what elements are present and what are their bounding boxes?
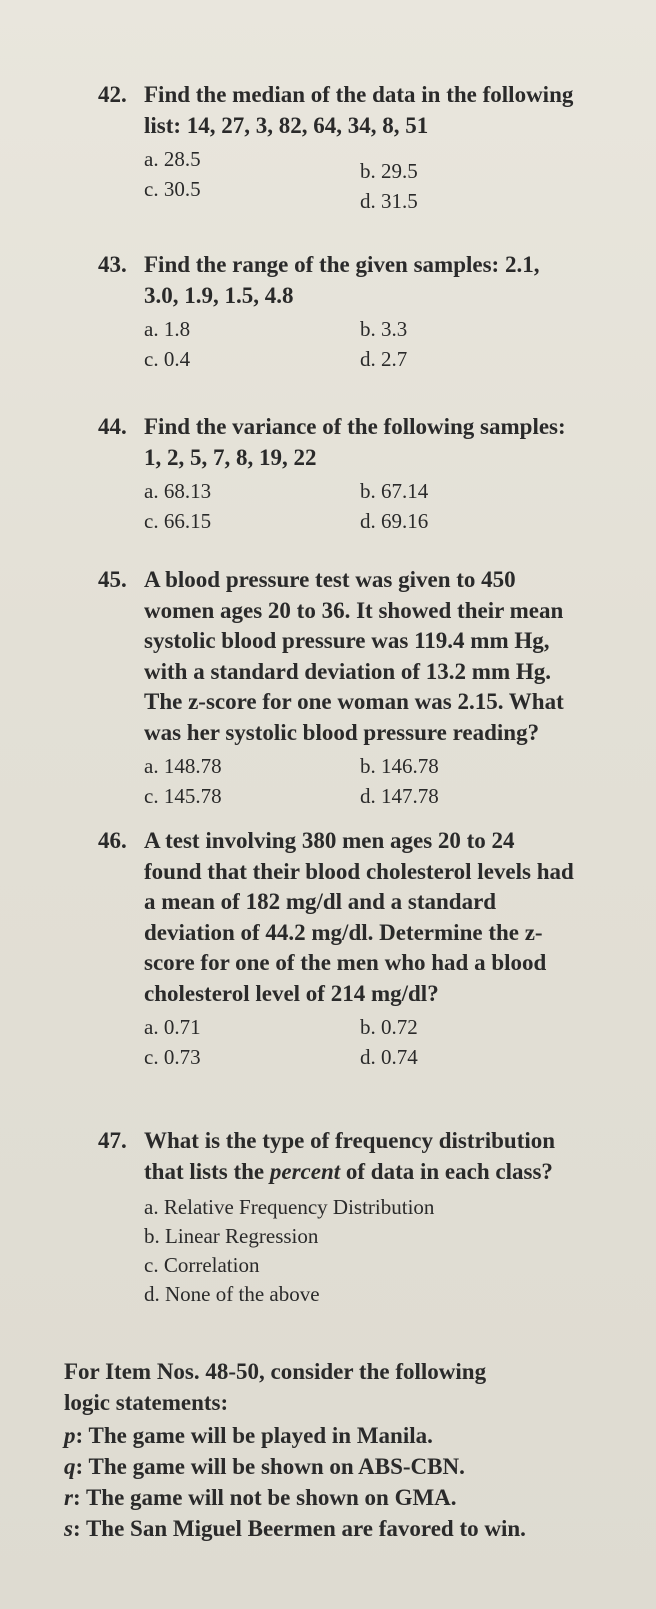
option-d[interactable]: d. 147.78 <box>360 784 439 808</box>
question-stem <box>98 412 638 443</box>
statement-text: : The game will be played in Manila. <box>75 1423 433 1448</box>
options-grid <box>98 315 638 375</box>
logic-statement-q <box>64 1451 654 1482</box>
question-number: 47. <box>98 1128 127 1153</box>
question-44 <box>98 412 638 537</box>
option-a[interactable]: a. 0.71 <box>144 1015 201 1039</box>
stem-line: was her systolic blood pressure reading? <box>144 719 540 745</box>
question-number: 46. <box>98 828 127 853</box>
stem-line: a mean of 182 mg/dl and a standard <box>144 889 497 914</box>
logic-statement-r <box>64 1482 654 1513</box>
option-d[interactable]: d. None of the above <box>144 1282 320 1306</box>
statement-text: : The game will not be shown on GMA. <box>72 1485 457 1510</box>
stem-line: 3.0, 1.9, 1.5, 4.8 <box>144 282 294 308</box>
stem-line: score for one of the men who had a blood <box>144 950 547 975</box>
statement-variable: q <box>64 1454 76 1479</box>
question-number: 44. <box>98 414 127 439</box>
statement-text: : The San Miguel Beermen are favored to win. <box>72 1516 526 1541</box>
stem-line: 1, 2, 5, 7, 8, 19, 22 <box>144 444 317 470</box>
question-stem <box>98 826 638 857</box>
question-43 <box>98 250 638 375</box>
option-a[interactable]: a. 68.13 <box>144 479 212 503</box>
logic-header <box>64 1356 644 1418</box>
option-b[interactable]: b. 0.72 <box>360 1015 418 1039</box>
question-number: 43. <box>98 252 127 277</box>
option-b[interactable]: b. 67.14 <box>360 479 429 503</box>
stem-line: A test involving 380 men ages 20 to 24 <box>144 828 515 853</box>
options-grid <box>98 1013 638 1073</box>
option-b[interactable]: b. 3.3 <box>360 317 408 341</box>
option-a[interactable]: a. 148.78 <box>144 754 222 778</box>
stem-line: systolic blood pressure was 119.4 mm Hg, <box>144 628 550 653</box>
statement-variable: p <box>64 1423 76 1448</box>
option-c[interactable]: c. Correlation <box>144 1253 260 1277</box>
question-42 <box>98 80 638 213</box>
options-grid <box>98 752 638 812</box>
stem-line: The z-score for one woman was 2.15. What <box>144 689 564 714</box>
question-47 <box>98 1126 638 1309</box>
option-c[interactable]: c. 66.15 <box>144 509 212 533</box>
stem-text: of data in each class? <box>340 1158 553 1184</box>
logic-header-line: For Item Nos. 48-50, consider the following <box>64 1359 487 1384</box>
statement-text: : The game will be shown on ABS-CBN. <box>75 1454 465 1479</box>
option-c[interactable]: c. 0.4 <box>144 347 191 371</box>
option-a[interactable]: a. 1.8 <box>144 317 191 341</box>
emphasis-percent: percent <box>269 1158 341 1184</box>
options-grid <box>98 145 638 213</box>
question-number: 45. <box>98 567 127 592</box>
logic-header-line: logic statements: <box>64 1390 229 1415</box>
stem-line: Find the range of the given samples: 2.1, <box>144 252 540 277</box>
stem-line: What is the type of frequency distribution <box>144 1128 556 1153</box>
statement-variable: s <box>64 1516 73 1541</box>
logic-statement-s <box>64 1513 654 1544</box>
statement-variable: r <box>64 1485 73 1510</box>
option-a[interactable]: a. 28.5 <box>144 147 201 171</box>
option-b[interactable]: b. 146.78 <box>360 754 439 778</box>
question-number: 42. <box>98 82 127 107</box>
question-stem <box>98 80 638 111</box>
option-d[interactable]: d. 0.74 <box>360 1045 418 1069</box>
stem-line: women ages 20 to 36. It showed their mean <box>144 597 564 623</box>
options-grid <box>98 477 638 537</box>
question-stem <box>98 1126 638 1157</box>
option-d[interactable]: d. 2.7 <box>360 347 408 371</box>
option-c[interactable]: c. 0.73 <box>144 1045 201 1069</box>
stem-line: Find the variance of the following samples: <box>144 414 566 439</box>
stem-line: deviation of 44.2 mg/dl. Determine the z- <box>144 919 543 945</box>
option-c[interactable]: c. 30.5 <box>144 177 201 201</box>
stem-line: list: 14, 27, 3, 82, 64, 34, 8, 51 <box>144 112 429 138</box>
option-c[interactable]: c. 145.78 <box>144 784 222 808</box>
question-stem <box>98 565 638 596</box>
stem-line: A blood pressure test was given to 450 <box>144 567 516 592</box>
question-stem <box>98 250 638 281</box>
option-b[interactable]: b. Linear Regression <box>144 1224 319 1248</box>
logic-statement-p <box>64 1420 654 1451</box>
stem-line: found that their blood cholesterol levels had <box>144 858 574 884</box>
stem-text: that lists the <box>144 1158 270 1184</box>
stem-line: with a standard deviation of 13.2 mm Hg. <box>144 658 551 684</box>
options-list <box>98 1193 638 1309</box>
stem-line <box>98 1157 638 1188</box>
option-d[interactable]: d. 69.16 <box>360 509 429 533</box>
option-d[interactable]: d. 31.5 <box>360 189 418 213</box>
question-45 <box>98 565 638 812</box>
stem-line: cholesterol level of 214 mg/dl? <box>144 980 439 1006</box>
option-b[interactable]: b. 29.5 <box>360 159 418 183</box>
option-a[interactable]: a. Relative Frequency Distribution <box>144 1195 435 1219</box>
question-46 <box>98 826 638 1073</box>
stem-line: Find the median of the data in the following <box>144 82 574 107</box>
